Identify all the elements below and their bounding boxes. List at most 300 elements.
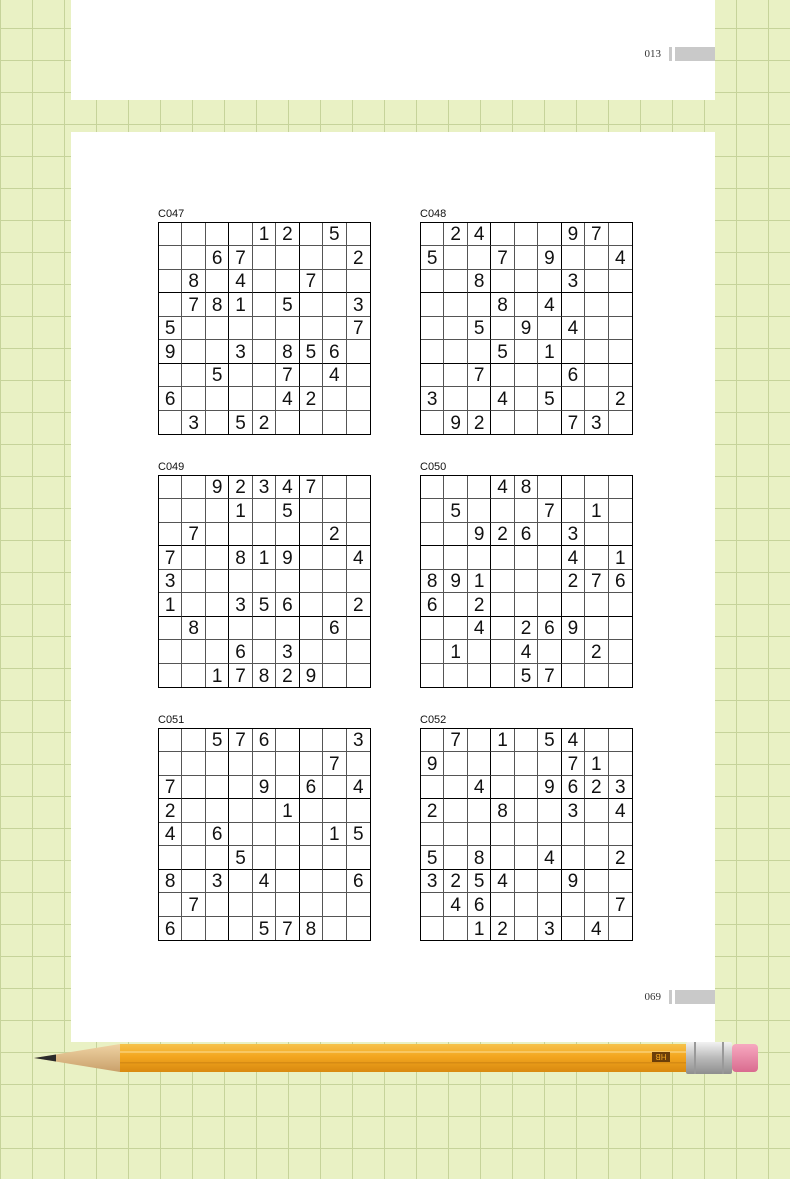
sudoku-cell [562, 340, 585, 363]
sudoku-cell [253, 246, 276, 269]
sudoku-cell [159, 640, 182, 663]
sudoku-cell [609, 917, 632, 940]
sudoku-cell: 3 [562, 799, 585, 822]
sudoku-cell [229, 617, 252, 640]
sudoku-cell [515, 499, 538, 522]
sudoku-cell [182, 799, 205, 822]
sudoku-cell: 1 [323, 823, 346, 846]
sudoku-cell: 8 [276, 340, 299, 363]
sudoku-cell [206, 893, 229, 916]
sudoku-cell: 7 [182, 293, 205, 316]
sudoku-cell: 8 [421, 570, 444, 593]
sudoku-cell: 3 [253, 476, 276, 499]
sudoku-cell [300, 729, 323, 752]
sudoku-cell [206, 776, 229, 799]
sudoku-cell [159, 270, 182, 293]
sudoku-cell [229, 917, 252, 940]
sudoku-cell: 7 [538, 664, 561, 687]
puzzle-label: C049 [158, 461, 185, 473]
sudoku-cell [229, 387, 252, 410]
sudoku-cell [229, 752, 252, 775]
sudoku-cell: 7 [276, 364, 299, 387]
sudoku-puzzle [420, 714, 633, 941]
sudoku-cell [609, 293, 632, 316]
sudoku-cell: 7 [562, 411, 585, 434]
sudoku-cell [253, 752, 276, 775]
sudoku-cell: 3 [421, 870, 444, 893]
sudoku-cell [468, 387, 491, 410]
page-number-bar [669, 990, 715, 1004]
sudoku-cell [229, 317, 252, 340]
sudoku-cell: 3 [347, 293, 370, 316]
sudoku-puzzle [158, 208, 371, 435]
sudoku-grid [158, 222, 371, 435]
sudoku-cell [609, 593, 632, 616]
sudoku-cell: 2 [491, 523, 514, 546]
sudoku-cell [444, 546, 467, 569]
sudoku-cell: 2 [253, 411, 276, 434]
sudoku-cell [421, 364, 444, 387]
sudoku-cell [468, 340, 491, 363]
sudoku-cell [585, 523, 608, 546]
sudoku-cell: 8 [468, 846, 491, 869]
sudoku-cell: 5 [276, 293, 299, 316]
sudoku-cell: 7 [538, 499, 561, 522]
sudoku-cell [515, 364, 538, 387]
sudoku-cell [206, 340, 229, 363]
sudoku-cell [421, 917, 444, 940]
sudoku-cell [421, 340, 444, 363]
sudoku-cell [182, 317, 205, 340]
sudoku-cell: 2 [585, 776, 608, 799]
sudoku-cell [421, 293, 444, 316]
sudoku-cell: 4 [323, 364, 346, 387]
sudoku-cell [538, 640, 561, 663]
sudoku-cell [421, 223, 444, 246]
sudoku-cell: 6 [159, 917, 182, 940]
sudoku-cell [347, 387, 370, 410]
sudoku-cell [538, 893, 561, 916]
sudoku-cell: 7 [182, 893, 205, 916]
sudoku-cell [159, 729, 182, 752]
sudoku-cell: 4 [562, 729, 585, 752]
sudoku-cell: 3 [229, 340, 252, 363]
sudoku-cell: 7 [159, 546, 182, 569]
sudoku-cell [253, 340, 276, 363]
sudoku-cell [562, 823, 585, 846]
page-number-bottom: 069 [644, 991, 661, 1003]
pencil-image [34, 1041, 760, 1077]
sudoku-cell [347, 664, 370, 687]
sudoku-cell [491, 570, 514, 593]
sudoku-cell [515, 752, 538, 775]
sudoku-cell: 6 [468, 893, 491, 916]
sudoku-cell [347, 893, 370, 916]
sudoku-cell: 4 [609, 246, 632, 269]
sudoku-cell [538, 476, 561, 499]
sudoku-cell [515, 570, 538, 593]
sudoku-cell [323, 317, 346, 340]
sudoku-cell [468, 823, 491, 846]
sudoku-cell: 4 [562, 317, 585, 340]
sudoku-cell [421, 893, 444, 916]
sudoku-cell: 7 [444, 729, 467, 752]
sudoku-cell [609, 823, 632, 846]
sudoku-cell [515, 870, 538, 893]
sudoku-cell [323, 893, 346, 916]
sudoku-cell: 4 [276, 387, 299, 410]
sudoku-cell [253, 387, 276, 410]
sudoku-cell [444, 664, 467, 687]
sudoku-cell [562, 499, 585, 522]
sudoku-cell [585, 270, 608, 293]
sudoku-cell: 1 [585, 752, 608, 775]
sudoku-cell: 5 [206, 364, 229, 387]
sudoku-cell [323, 476, 346, 499]
sudoku-cell [206, 317, 229, 340]
sudoku-cell [159, 752, 182, 775]
sudoku-cell [206, 546, 229, 569]
sudoku-cell [323, 546, 346, 569]
sudoku-cell: 6 [347, 870, 370, 893]
sudoku-cell [491, 664, 514, 687]
sudoku-cell: 2 [347, 593, 370, 616]
sudoku-cell: 2 [323, 523, 346, 546]
sudoku-cell [323, 799, 346, 822]
sudoku-cell: 1 [585, 499, 608, 522]
sudoku-cell: 2 [468, 411, 491, 434]
sudoku-puzzle [158, 461, 371, 688]
sudoku-cell [491, 546, 514, 569]
sudoku-cell: 1 [253, 223, 276, 246]
sudoku-cell [253, 364, 276, 387]
sudoku-cell: 7 [609, 893, 632, 916]
sudoku-cell: 5 [300, 340, 323, 363]
sudoku-cell [300, 640, 323, 663]
sudoku-cell [347, 270, 370, 293]
sudoku-cell [444, 823, 467, 846]
sudoku-cell: 2 [276, 223, 299, 246]
sudoku-cell: 4 [468, 223, 491, 246]
sudoku-cell [206, 270, 229, 293]
sudoku-cell: 3 [159, 570, 182, 593]
sudoku-cell: 7 [491, 246, 514, 269]
sudoku-cell [444, 476, 467, 499]
sudoku-cell [253, 846, 276, 869]
sudoku-cell: 1 [609, 546, 632, 569]
sudoku-cell [276, 870, 299, 893]
sudoku-cell: 5 [538, 387, 561, 410]
sudoku-cell [538, 752, 561, 775]
sudoku-cell [491, 823, 514, 846]
sudoku-cell [347, 499, 370, 522]
sudoku-cell [206, 570, 229, 593]
sudoku-cell [421, 523, 444, 546]
sudoku-cell: 6 [229, 640, 252, 663]
sudoku-cell [347, 570, 370, 593]
puzzle-page [71, 132, 715, 1042]
sudoku-cell [323, 499, 346, 522]
sudoku-cell [229, 570, 252, 593]
sudoku-cell [206, 387, 229, 410]
sudoku-cell [421, 617, 444, 640]
puzzle-label: C048 [420, 208, 447, 220]
sudoku-cell [276, 752, 299, 775]
sudoku-cell [253, 823, 276, 846]
sudoku-cell: 4 [253, 870, 276, 893]
sudoku-cell [253, 799, 276, 822]
sudoku-cell [206, 411, 229, 434]
sudoku-cell: 6 [562, 776, 585, 799]
sudoku-cell [323, 270, 346, 293]
sudoku-cell [562, 387, 585, 410]
sudoku-cell [300, 752, 323, 775]
sudoku-cell: 5 [229, 846, 252, 869]
sudoku-cell: 8 [468, 270, 491, 293]
sudoku-cell: 9 [538, 246, 561, 269]
sudoku-cell [444, 799, 467, 822]
sudoku-cell: 7 [159, 776, 182, 799]
sudoku-cell: 5 [421, 246, 444, 269]
sudoku-cell [347, 752, 370, 775]
sudoku-cell [609, 340, 632, 363]
sudoku-cell: 4 [491, 870, 514, 893]
sudoku-cell: 9 [253, 776, 276, 799]
sudoku-cell [538, 364, 561, 387]
sudoku-cell: 3 [276, 640, 299, 663]
sudoku-cell [562, 664, 585, 687]
sudoku-cell [323, 293, 346, 316]
sudoku-cell: 6 [609, 570, 632, 593]
sudoku-cell [300, 823, 323, 846]
sudoku-cell [323, 246, 346, 269]
sudoku-cell [300, 364, 323, 387]
sudoku-cell: 2 [159, 799, 182, 822]
sudoku-cell [515, 593, 538, 616]
sudoku-cell [538, 823, 561, 846]
sudoku-cell [491, 893, 514, 916]
sudoku-cell [300, 411, 323, 434]
sudoku-cell [538, 523, 561, 546]
sudoku-cell [206, 499, 229, 522]
sudoku-cell: 1 [159, 593, 182, 616]
sudoku-cell: 3 [229, 593, 252, 616]
sudoku-cell: 4 [515, 640, 538, 663]
sudoku-cell [538, 870, 561, 893]
sudoku-cell: 4 [444, 893, 467, 916]
sudoku-cell [421, 776, 444, 799]
sudoku-cell: 9 [276, 546, 299, 569]
sudoku-cell: 8 [182, 617, 205, 640]
sudoku-cell: 4 [468, 776, 491, 799]
sudoku-cell [444, 246, 467, 269]
sudoku-cell [347, 364, 370, 387]
sudoku-cell: 3 [585, 411, 608, 434]
sudoku-cell [159, 893, 182, 916]
sudoku-cell: 3 [421, 387, 444, 410]
sudoku-cell [515, 776, 538, 799]
sudoku-cell: 8 [159, 870, 182, 893]
sudoku-grid [420, 475, 633, 688]
sudoku-cell: 8 [182, 270, 205, 293]
sudoku-cell: 3 [347, 729, 370, 752]
sudoku-cell [585, 729, 608, 752]
sudoku-cell [159, 364, 182, 387]
sudoku-cell [300, 799, 323, 822]
sudoku-cell [609, 270, 632, 293]
sudoku-cell [347, 223, 370, 246]
sudoku-cell: 8 [491, 293, 514, 316]
sudoku-cell [253, 617, 276, 640]
sudoku-cell [323, 593, 346, 616]
sudoku-cell [491, 270, 514, 293]
sudoku-cell [562, 846, 585, 869]
sudoku-cell: 9 [562, 870, 585, 893]
sudoku-cell [323, 411, 346, 434]
sudoku-cell [585, 364, 608, 387]
sudoku-cell [444, 270, 467, 293]
sudoku-cell: 7 [229, 664, 252, 687]
sudoku-cell [159, 411, 182, 434]
sudoku-cell [159, 617, 182, 640]
sudoku-cell [468, 729, 491, 752]
sudoku-cell [491, 752, 514, 775]
sudoku-cell [182, 776, 205, 799]
sudoku-cell: 6 [323, 617, 346, 640]
sudoku-cell [347, 917, 370, 940]
sudoku-cell: 7 [300, 476, 323, 499]
sudoku-cell [323, 846, 346, 869]
sudoku-cell [276, 846, 299, 869]
sudoku-cell [491, 593, 514, 616]
sudoku-cell [538, 270, 561, 293]
sudoku-cell [182, 546, 205, 569]
sudoku-cell [609, 870, 632, 893]
sudoku-cell [538, 411, 561, 434]
sudoku-cell: 4 [276, 476, 299, 499]
sudoku-cell [444, 317, 467, 340]
sudoku-cell: 1 [229, 293, 252, 316]
sudoku-cell [491, 223, 514, 246]
sudoku-cell: 7 [229, 729, 252, 752]
sudoku-cell: 1 [276, 799, 299, 822]
sudoku-cell [323, 570, 346, 593]
sudoku-cell [585, 823, 608, 846]
sudoku-cell [159, 499, 182, 522]
sudoku-cell [515, 293, 538, 316]
sudoku-cell [468, 664, 491, 687]
sudoku-cell [609, 499, 632, 522]
sudoku-cell [229, 523, 252, 546]
sudoku-cell [562, 246, 585, 269]
sudoku-cell: 5 [253, 917, 276, 940]
sudoku-cell: 1 [229, 499, 252, 522]
sudoku-cell [515, 387, 538, 410]
sudoku-cell [491, 776, 514, 799]
sudoku-cell [444, 752, 467, 775]
sudoku-cell: 5 [468, 870, 491, 893]
sudoku-cell: 5 [206, 729, 229, 752]
sudoku-cell [182, 640, 205, 663]
sudoku-cell: 6 [300, 776, 323, 799]
sudoku-cell [538, 317, 561, 340]
sudoku-cell [515, 246, 538, 269]
sudoku-cell [300, 246, 323, 269]
sudoku-cell [276, 246, 299, 269]
sudoku-cell [323, 729, 346, 752]
sudoku-cell [421, 729, 444, 752]
sudoku-cell [182, 223, 205, 246]
page-number-top: 013 [644, 48, 661, 60]
sudoku-cell: 3 [182, 411, 205, 434]
sudoku-cell [491, 317, 514, 340]
sudoku-cell [468, 640, 491, 663]
sudoku-cell [609, 664, 632, 687]
sudoku-cell [421, 664, 444, 687]
sudoku-cell: 6 [562, 364, 585, 387]
sudoku-cell [468, 293, 491, 316]
sudoku-cell: 3 [609, 776, 632, 799]
sudoku-cell: 5 [538, 729, 561, 752]
sudoku-cell: 8 [491, 799, 514, 822]
sudoku-cell [182, 364, 205, 387]
sudoku-cell [276, 411, 299, 434]
sudoku-cell [323, 776, 346, 799]
sudoku-cell [444, 917, 467, 940]
sudoku-cell [515, 411, 538, 434]
sudoku-cell: 5 [159, 317, 182, 340]
sudoku-cell [444, 593, 467, 616]
sudoku-cell [585, 593, 608, 616]
sudoku-cell: 5 [421, 846, 444, 869]
sudoku-cell: 4 [468, 617, 491, 640]
sudoku-puzzle [158, 714, 371, 941]
sudoku-cell: 9 [562, 223, 585, 246]
sudoku-cell: 7 [182, 523, 205, 546]
sudoku-cell: 4 [491, 387, 514, 410]
previous-page [71, 0, 715, 100]
sudoku-cell [444, 387, 467, 410]
sudoku-cell [515, 546, 538, 569]
sudoku-cell [562, 293, 585, 316]
sudoku-cell [347, 340, 370, 363]
sudoku-cell [206, 799, 229, 822]
sudoku-cell [562, 893, 585, 916]
sudoku-cell: 7 [229, 246, 252, 269]
sudoku-cell: 5 [515, 664, 538, 687]
sudoku-cell: 3 [538, 917, 561, 940]
sudoku-cell [229, 893, 252, 916]
sudoku-cell: 8 [300, 917, 323, 940]
sudoku-cell: 6 [206, 246, 229, 269]
sudoku-grid [158, 728, 371, 941]
sudoku-cell [515, 846, 538, 869]
sudoku-cell [609, 364, 632, 387]
sudoku-cell [491, 411, 514, 434]
sudoku-cell [229, 364, 252, 387]
sudoku-cell [585, 317, 608, 340]
sudoku-cell [491, 846, 514, 869]
sudoku-cell [609, 617, 632, 640]
sudoku-cell [515, 223, 538, 246]
sudoku-cell [182, 570, 205, 593]
sudoku-cell [468, 799, 491, 822]
sudoku-cell [276, 823, 299, 846]
sudoku-cell [609, 411, 632, 434]
sudoku-cell: 2 [468, 593, 491, 616]
sudoku-cell: 7 [562, 752, 585, 775]
sudoku-cell [421, 476, 444, 499]
